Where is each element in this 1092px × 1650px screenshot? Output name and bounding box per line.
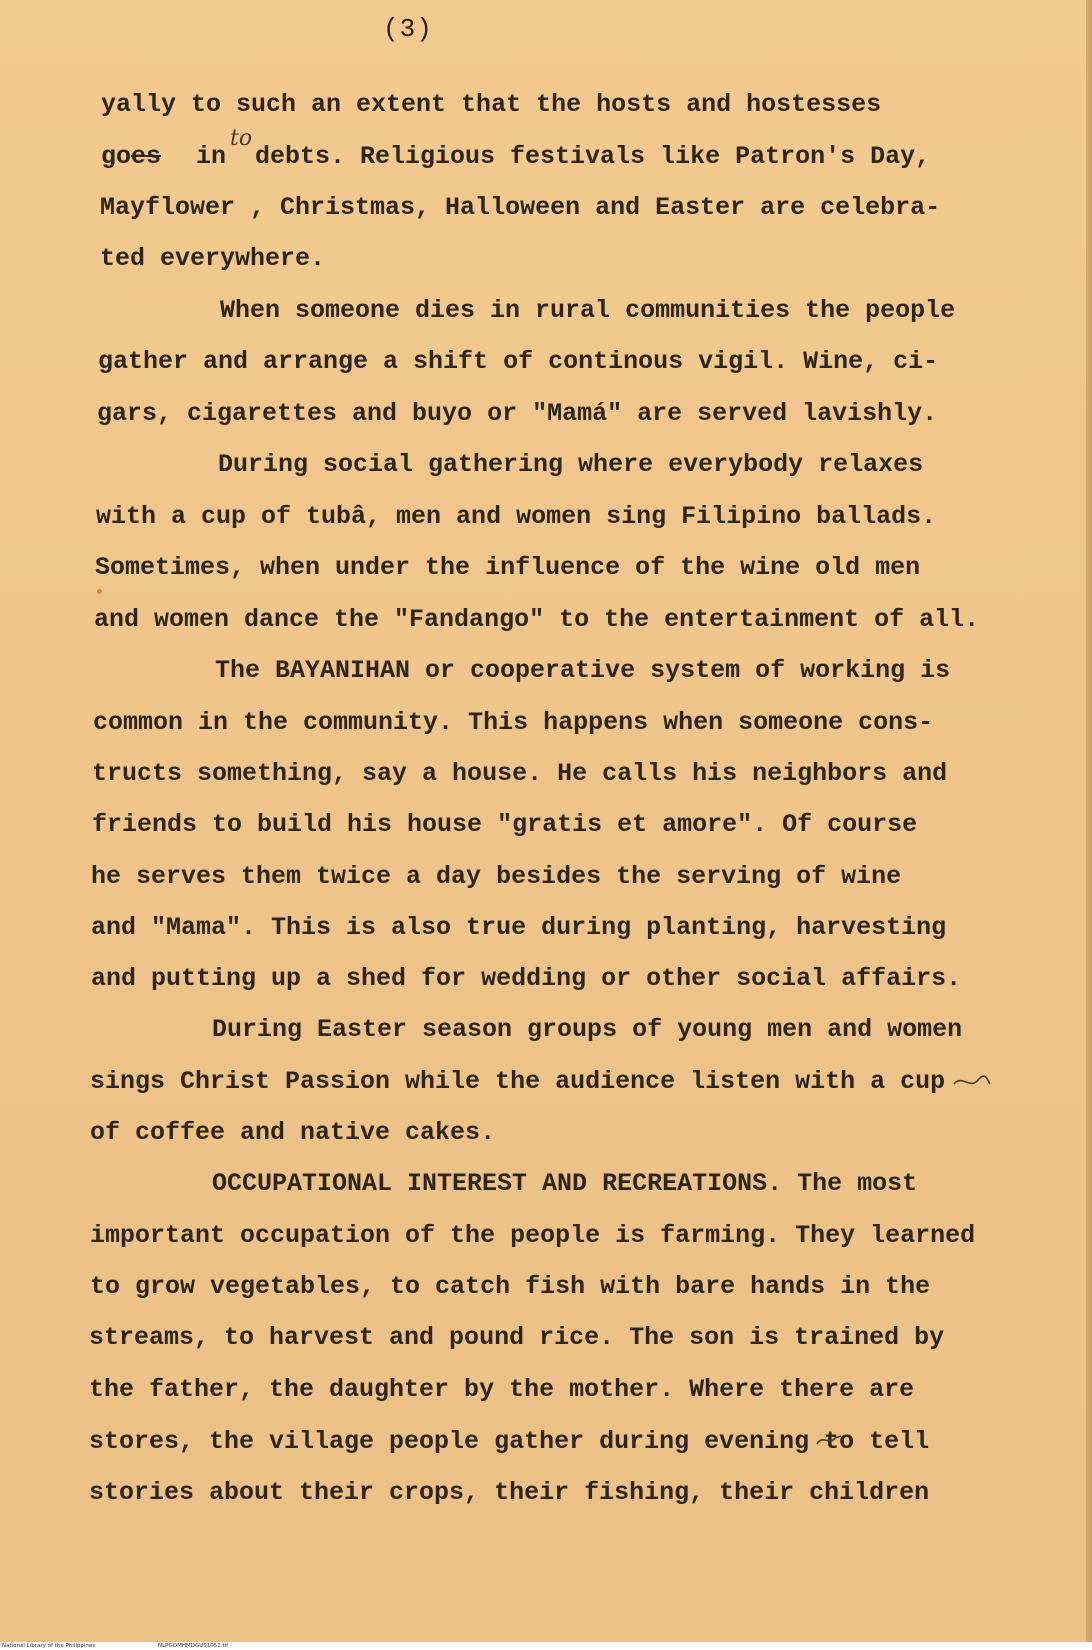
text-line: Sometimes, when under the influence of the wine old men: [95, 553, 921, 582]
paragraph-first-line: The BAYANIHAN or cooperative system of working is: [215, 656, 951, 685]
handwritten-mark: [815, 1428, 843, 1450]
text-line: tructs something, say a house. He calls his neighbors and: [92, 759, 948, 788]
text-line: and "Mama". This is also true during planting, harvesting: [91, 913, 947, 942]
text-line: the father, the daughter by the mother. Where there are: [89, 1375, 915, 1404]
text-line: ted everywhere.: [100, 244, 326, 273]
text-line: he serves them twice a day besides the serving of wine: [91, 862, 902, 891]
text-line: stores, the village people gather during evening to tell: [89, 1427, 930, 1456]
text-line: important occupation of the people is farming. They learned: [90, 1221, 976, 1250]
text-line: sings Christ Passion while the audience listen with a cup: [90, 1067, 946, 1096]
paragraph-first-line: When someone dies in rural communities the people: [220, 296, 956, 325]
footer-filename: NLPGOMHMDGU51052.tif: [158, 1643, 229, 1649]
paragraph-first-line: During Easter season groups of young men and women: [212, 1015, 963, 1044]
footer-source: National Library of the Philippines: [2, 1643, 96, 1649]
text-line: and putting up a shed for wedding or other social affairs.: [91, 964, 962, 993]
struck-text: es: [131, 142, 162, 171]
section-heading-line: OCCUPATIONAL INTEREST AND RECREATIONS. The most: [212, 1169, 918, 1198]
text-line: friends to build his house "gratis et amore". Of course: [92, 810, 918, 839]
handwritten-mark: [952, 1070, 992, 1092]
page-number: (3): [383, 14, 433, 44]
text-line-fragment: in: [196, 142, 227, 171]
text-line: common in the community. This happens when someone cons-: [93, 708, 934, 737]
text-line: to grow vegetables, to catch fish with bare hands in the: [90, 1272, 931, 1301]
text-line: stories about their crops, their fishing, their children: [89, 1478, 930, 1507]
text-line: and women dance the "Fandango" to the entertainment of all.: [94, 605, 980, 634]
handwritten-insertion: to: [230, 126, 253, 151]
text-line: gars, cigarettes and buyo or "Mamá" are served lavishly.: [97, 399, 938, 428]
text-line: Mayflower , Christmas, Halloween and Easter are celebra-: [100, 193, 941, 222]
text-line: of coffee and native cakes.: [90, 1118, 496, 1147]
paper-blemish: [97, 589, 102, 594]
text-line: with a cup of tubâ, men and women sing Filipino ballads.: [96, 502, 937, 531]
text-line-fragment: go: [101, 142, 132, 171]
text-line: gather and arrange a shift of continous vigil. Wine, ci-: [98, 347, 939, 376]
text-line: streams, to harvest and pound rice. The son is trained by: [89, 1323, 945, 1352]
page-edge-shadow: [1086, 0, 1092, 1642]
text-line-fragment: debts. Religious festivals like Patron's Day,: [255, 142, 931, 171]
text-line: yally to such an extent that the hosts and hostesses: [101, 90, 882, 119]
paragraph-first-line: During social gathering where everybody relaxes: [218, 450, 924, 479]
